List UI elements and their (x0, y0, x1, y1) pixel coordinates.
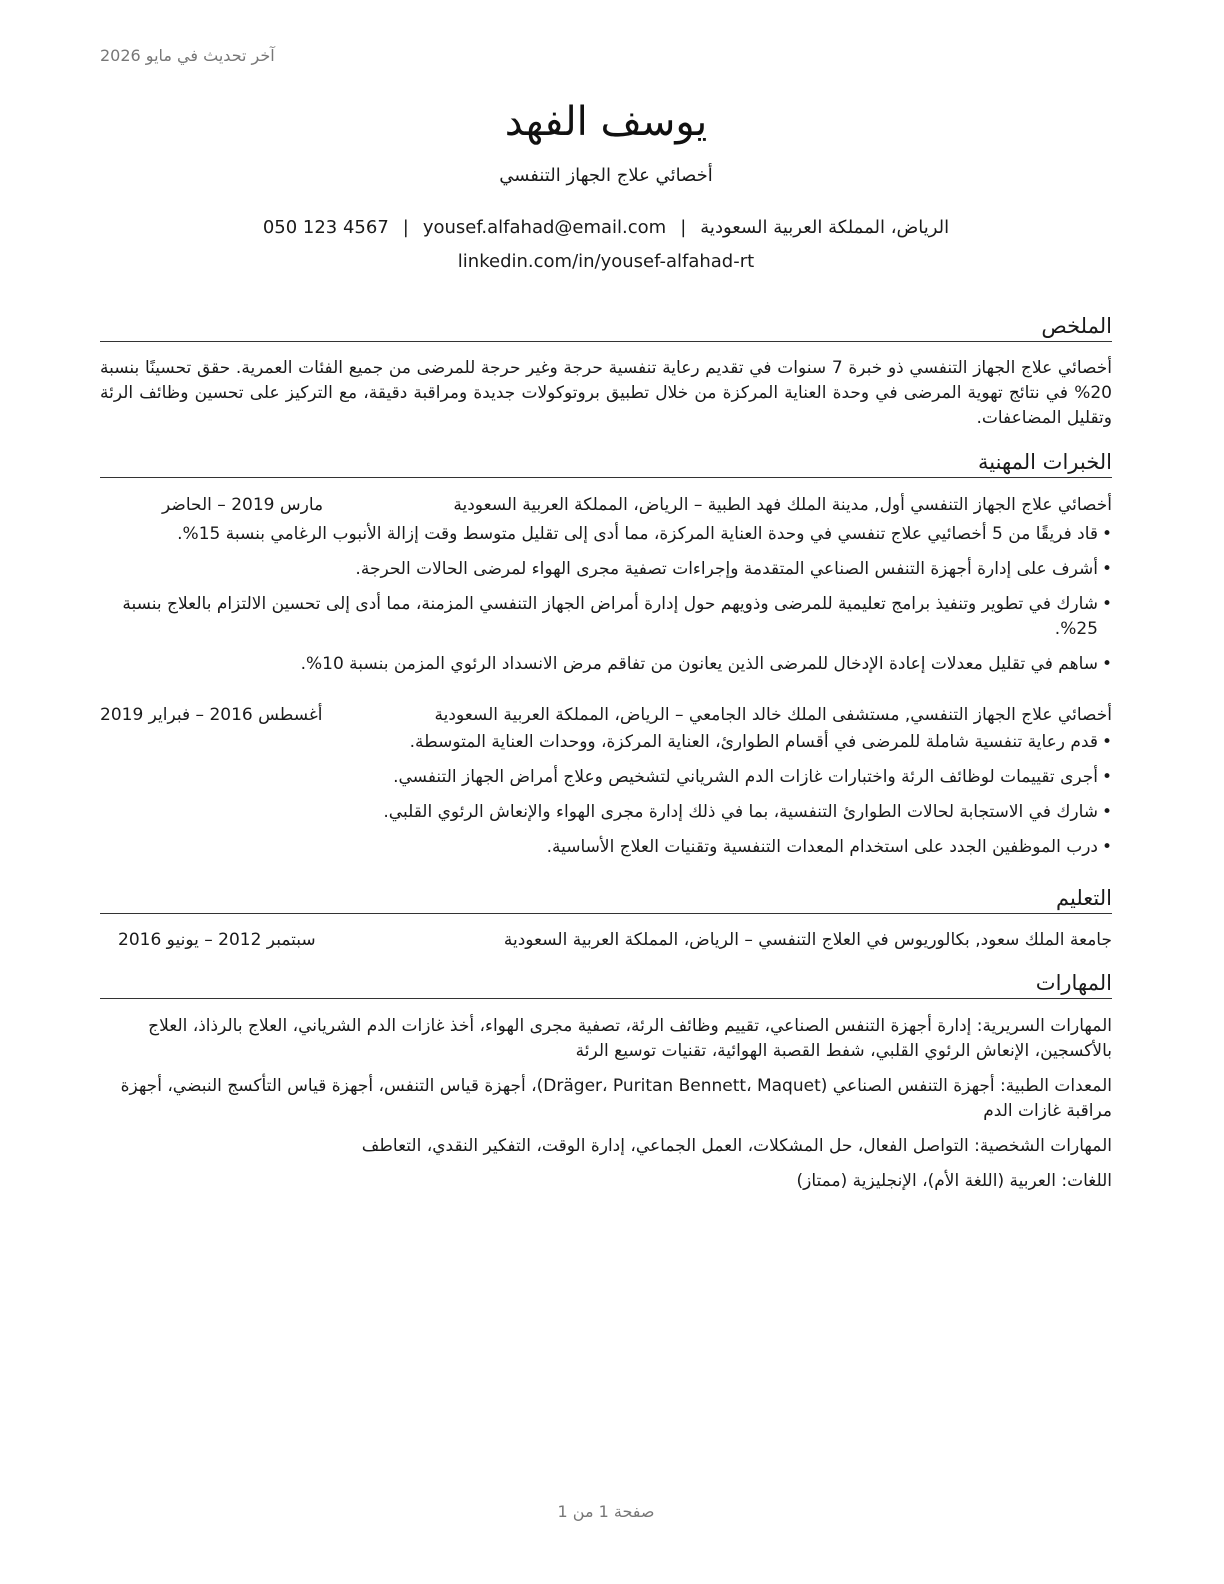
skill-line: المهارات السريرية: إدارة أجهزة التنفس الصناعي، تقييم وظائف الرئة، تصفية مجرى الهواء، أخذ غازات الدم الشرياني، العلاج بالرذاذ، العلاج بالأكسجين، الإنعاش الرئوي القلبي، شفط القصبة الهوائية، تقنيات توسيع الرئة (148, 1016, 1112, 1061)
job-entry (100, 493, 1112, 677)
separator: | (680, 217, 687, 238)
resume-page (100, 0, 1112, 1584)
email-link[interactable]: yousef.alfahad@email.com (422, 217, 667, 238)
education-entry (100, 928, 1112, 953)
bullet-item: • قاد فريقًا من 5 أخصائيي علاج تنفسي في وحدة العناية المركزة، مما أدى إلى تقليل متوسط وقت إزالة الأنبوب الرغامي بنسبة 15%. (100, 522, 1112, 547)
job-bullets (100, 522, 1112, 677)
summary-text: أخصائي علاج الجهاز التنفسي ذو خبرة 7 سنوات في تقديم رعاية تنفسية حرجة وغير حرجة للمرضى من جميع الفئات العمرية. حقق تحسينًا بنسبة 20% في نتائج تهوية المرضى في وحدة العناية المركزة من خلال تطبيق بروتوكولات جديدة ومراقبة دقيقة، مع التركيز على تحسين وظائف الرئة وتقليل المضاعفات. (100, 358, 1112, 428)
candidate-name: يوسف الفهد (504, 99, 708, 145)
page-number: صفحة 1 من 1 (557, 1502, 655, 1521)
bullet-item: • ساهم في تقليل معدلات إعادة الإدخال للمرضى الذين يعانون من تفاقم مرض الانسداد الرئوي المزمن بنسبة 10%. (100, 652, 1112, 677)
phone-number[interactable]: 050 123 4567 (262, 217, 389, 238)
bullet-item: • أجرى تقييمات لوظائف الرئة واختبارات غازات الدم الشرياني لتشخيص وعلاج أمراض الجهاز التنفسي. (100, 765, 1112, 790)
summary-heading: الملخص (100, 312, 1112, 342)
job-title: أخصائي علاج الجهاز التنفسي أول, مدينة الملك فهد الطبية – الرياض، المملكة العربية السعودية (453, 495, 1112, 515)
skill-line: المعدات الطبية: أجهزة التنفس الصناعي (Dräger، Puritan Bennett، Maquet)، أجهزة قياس التنفس، أجهزة قياس التأكسج النبضي، أجهزة مراقبة غازات الدم (120, 1076, 1112, 1121)
bullet-item: • شارك في الاستجابة لحالات الطوارئ التنفسية، بما في ذلك إدارة مجرى الهواء والإنعاش الرئوي القلبي. (100, 800, 1112, 825)
skill-line: المهارات الشخصية: التواصل الفعال، حل المشكلات، العمل الجماعي، إدارة الوقت، التفكير النقدي، التعاطف (361, 1136, 1112, 1156)
bullet-item: • أشرف على إدارة أجهزة التنفس الصناعي المتقدمة وإجراءات تصفية مجرى الهواء لمرضى الحالات الحرجة. (100, 557, 1112, 582)
job-dates: أغسطس 2016 – فبراير 2019 (100, 705, 323, 725)
bullet-item: • شارك في تطوير وتنفيذ برامج تعليمية للمرضى وذويهم حول إدارة أمراض الجهاز التنفسي المزمنة، مما أدى إلى تحسين الالتزام بالعلاج بنسبة 25%. (100, 592, 1112, 642)
separator: | (402, 217, 409, 238)
skills-heading: المهارات (100, 969, 1112, 999)
job-header (100, 493, 1112, 518)
education-degree: جامعة الملك سعود, بكالوريوس في العلاج التنفسي – الرياض، المملكة العربية السعودية (503, 930, 1112, 950)
education-heading: التعليم (100, 884, 1112, 914)
linkedin-link[interactable]: linkedin.com/in/yousef-alfahad-rt (457, 251, 755, 272)
job-dates: مارس 2019 – الحاضر (162, 495, 324, 515)
skill-line: اللغات: العربية (اللغة الأم)، الإنجليزية (ممتاز) (796, 1171, 1112, 1191)
contact-line (100, 215, 1112, 241)
job-bullets (100, 730, 1112, 860)
last-updated-note: آخر تحديث في مايو 2026 (100, 46, 275, 65)
candidate-title: أخصائي علاج الجهاز التنفسي (499, 165, 713, 186)
experience-heading: الخبرات المهنية (100, 448, 1112, 478)
location-text: الرياض، المملكة العربية السعودية (700, 217, 950, 238)
resume-header (100, 94, 1112, 275)
bullet-item: • درب الموظفين الجدد على استخدام المعدات التنفسية وتقنيات العلاج الأساسية. (100, 835, 1112, 860)
job-entry (100, 703, 1112, 860)
education-header (100, 928, 1112, 953)
skills-list (100, 1014, 1112, 1204)
education-dates: سبتمبر 2012 – يونيو 2016 (118, 930, 316, 950)
job-title: أخصائي علاج الجهاز التنفسي, مستشفى الملك خالد الجامعي – الرياض، المملكة العربية السعودية (434, 705, 1112, 725)
bullet-item: • قدم رعاية تنفسية شاملة للمرضى في أقسام الطوارئ، العناية المركزة، ووحدات العناية المتوسطة. (100, 730, 1112, 755)
job-header (100, 703, 1112, 728)
